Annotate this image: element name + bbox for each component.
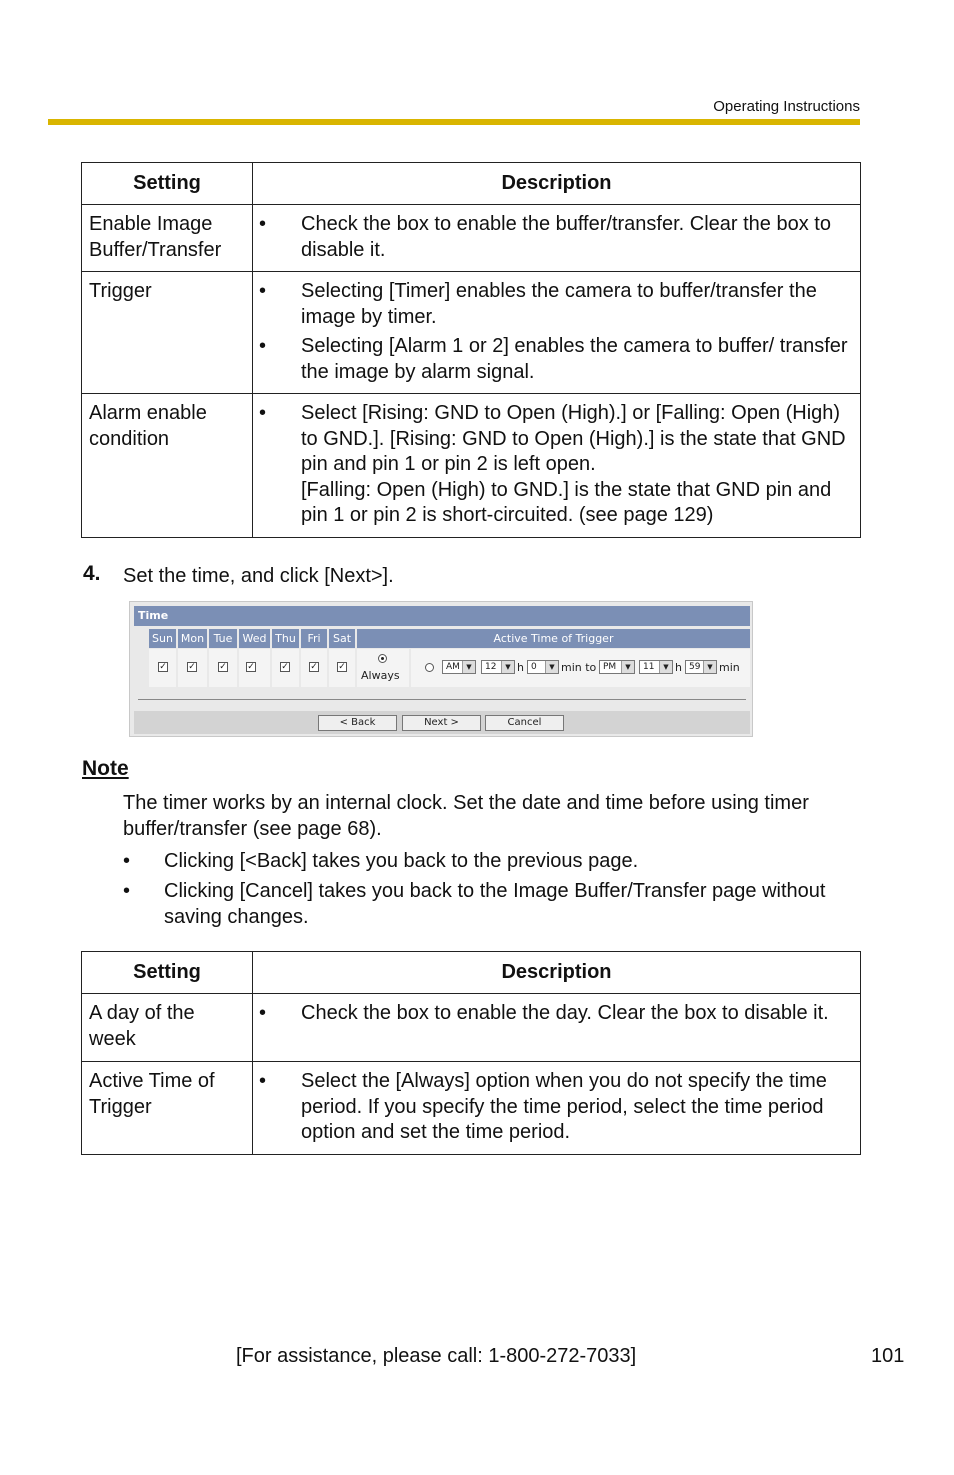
day-header-tue: Tue bbox=[209, 629, 237, 648]
hour-unit-label: h bbox=[517, 661, 524, 674]
bullet-marker: • bbox=[259, 1070, 267, 1092]
always-label: Always bbox=[361, 669, 400, 682]
next-button[interactable]: Next > bbox=[402, 715, 481, 731]
day-header-wed: Wed bbox=[239, 629, 270, 648]
checkbox-sat[interactable]: ✓ bbox=[338, 662, 346, 672]
step-number: 4. bbox=[83, 562, 101, 585]
chevron-down-icon: ▼ bbox=[703, 661, 716, 673]
panel-divider bbox=[138, 699, 746, 700]
page-number: 101 bbox=[871, 1345, 905, 1367]
bullet-text-continued: [Falling: Open (High) to GND.] is the state that GND pin and pin 1 or pin 2 is short-circuited. (see page 129) bbox=[301, 478, 832, 526]
bullet-marker: • bbox=[123, 880, 131, 902]
header-title: Operating Instructions bbox=[713, 98, 860, 115]
checkbox-tue[interactable]: ✓ bbox=[219, 662, 227, 672]
bullet-text: Check the box to enable the day. Clear the box to disable it. bbox=[301, 1002, 829, 1024]
note-paragraph: The timer works by an internal clock. Set the date and time before using timer buffer/transfer (see page 68). bbox=[123, 792, 809, 840]
to-hour-value: 11 bbox=[643, 662, 655, 672]
checkbox-fri[interactable]: ✓ bbox=[310, 662, 318, 672]
time-settings-panel bbox=[129, 601, 753, 737]
bullet-marker: • bbox=[259, 335, 267, 357]
min-to-label: min to bbox=[561, 661, 597, 674]
bullet-text: Selecting [Alarm 1 or 2] enables the camera to buffer/ transfer the image by alarm signal. bbox=[301, 335, 848, 383]
column-header-description: Description bbox=[253, 952, 861, 994]
note-bullet bbox=[123, 879, 863, 930]
description-cell bbox=[253, 272, 861, 394]
table-row bbox=[82, 272, 861, 394]
bullet-item bbox=[253, 1001, 854, 1027]
settings-table-time bbox=[81, 951, 861, 1155]
from-ampm-value: AM bbox=[446, 662, 460, 672]
bullet-text: Selecting [Timer] enables the camera to buffer/transfer the image by timer. bbox=[301, 280, 817, 328]
button-bar bbox=[134, 711, 750, 734]
to-minute-select[interactable] bbox=[685, 660, 717, 674]
column-header-description: Description bbox=[253, 163, 861, 205]
from-minute-value: 0 bbox=[531, 662, 537, 672]
table-row bbox=[82, 394, 861, 538]
chevron-down-icon: ▼ bbox=[501, 661, 514, 673]
bullet-text: Select the [Always] option when you do not specify the time period. If you specify the time period, select the time period option and set the time period. bbox=[301, 1070, 827, 1143]
bullet-marker: • bbox=[259, 402, 267, 424]
day-header-sun: Sun bbox=[149, 629, 176, 648]
note-bullet bbox=[123, 849, 863, 875]
time-period-radio[interactable] bbox=[425, 663, 434, 672]
bullet-text: Select [Rising: GND to Open (High).] or [Falling: Open (High) to GND.]. [Rising: GND to Open (High).] is the state that GND pin and pin 1 or pin 2 is left open. bbox=[301, 402, 846, 475]
setting-cell: Trigger bbox=[82, 272, 253, 394]
setting-cell: Enable Image Buffer/Transfer bbox=[82, 205, 253, 272]
settings-table-buffer bbox=[81, 162, 861, 538]
checkbox-wed[interactable]: ✓ bbox=[247, 662, 255, 672]
to-hour-select[interactable] bbox=[639, 660, 673, 674]
day-header-mon: Mon bbox=[178, 629, 207, 648]
always-radio[interactable] bbox=[378, 654, 387, 663]
chevron-down-icon: ▼ bbox=[659, 661, 672, 673]
setting-cell: A day of the week bbox=[82, 994, 253, 1062]
bullet-marker: • bbox=[259, 280, 267, 302]
day-header-fri: Fri bbox=[301, 629, 327, 648]
description-cell bbox=[253, 205, 861, 272]
hour-unit-label: h bbox=[675, 661, 682, 674]
checkbox-thu[interactable]: ✓ bbox=[281, 662, 289, 672]
note-heading: Note bbox=[82, 757, 129, 780]
from-hour-value: 12 bbox=[485, 662, 497, 672]
min-unit-label: min bbox=[719, 661, 740, 674]
bullet-item bbox=[253, 212, 854, 263]
table-row bbox=[82, 1062, 861, 1155]
to-ampm-value: PM bbox=[603, 662, 617, 672]
setting-cell: Active Time of Trigger bbox=[82, 1062, 253, 1155]
column-header-setting: Setting bbox=[82, 163, 253, 205]
from-hour-select[interactable] bbox=[481, 660, 515, 674]
bullet-item bbox=[253, 279, 854, 330]
table-row bbox=[82, 205, 861, 272]
checkbox-sun[interactable]: ✓ bbox=[159, 662, 167, 672]
description-cell bbox=[253, 394, 861, 538]
column-header-setting: Setting bbox=[82, 952, 253, 994]
footer-assistance: [For assistance, please call: 1-800-272-7033] bbox=[236, 1345, 637, 1367]
chevron-down-icon: ▼ bbox=[621, 661, 634, 673]
bullet-item bbox=[253, 401, 854, 529]
bullet-item bbox=[253, 334, 854, 385]
checkbox-mon[interactable]: ✓ bbox=[188, 662, 196, 672]
chevron-down-icon: ▼ bbox=[545, 661, 558, 673]
day-header-thu: Thu bbox=[272, 629, 299, 648]
table-header-row bbox=[82, 163, 861, 205]
cancel-button[interactable]: Cancel bbox=[485, 715, 564, 731]
bullet-marker: • bbox=[123, 850, 131, 872]
setting-cell: Alarm enable condition bbox=[82, 394, 253, 538]
bullet-marker: • bbox=[259, 213, 267, 235]
from-ampm-select[interactable] bbox=[442, 660, 476, 674]
table-header-row bbox=[82, 952, 861, 994]
bullet-text: Clicking [Cancel] takes you back to the Image Buffer/Transfer page without saving changes. bbox=[164, 880, 826, 928]
table-row bbox=[82, 994, 861, 1062]
from-minute-select[interactable] bbox=[527, 660, 559, 674]
back-button[interactable]: < Back bbox=[318, 715, 397, 731]
active-time-header: Active Time of Trigger bbox=[357, 629, 750, 648]
step-text: Set the time, and click [Next>]. bbox=[123, 565, 394, 587]
to-minute-value: 59 bbox=[689, 662, 701, 672]
chevron-down-icon: ▼ bbox=[462, 661, 475, 673]
description-cell bbox=[253, 994, 861, 1062]
bullet-text: Clicking [<Back] takes you back to the previous page. bbox=[164, 850, 639, 872]
header-rule bbox=[48, 119, 860, 125]
panel-title: Time bbox=[134, 606, 750, 626]
day-header-sat: Sat bbox=[329, 629, 355, 648]
bullet-text: Check the box to enable the buffer/transfer. Clear the box to disable it. bbox=[301, 213, 831, 261]
description-cell bbox=[253, 1062, 861, 1155]
bullet-marker: • bbox=[259, 1002, 267, 1024]
to-ampm-select[interactable] bbox=[599, 660, 635, 674]
bullet-item bbox=[253, 1069, 854, 1146]
